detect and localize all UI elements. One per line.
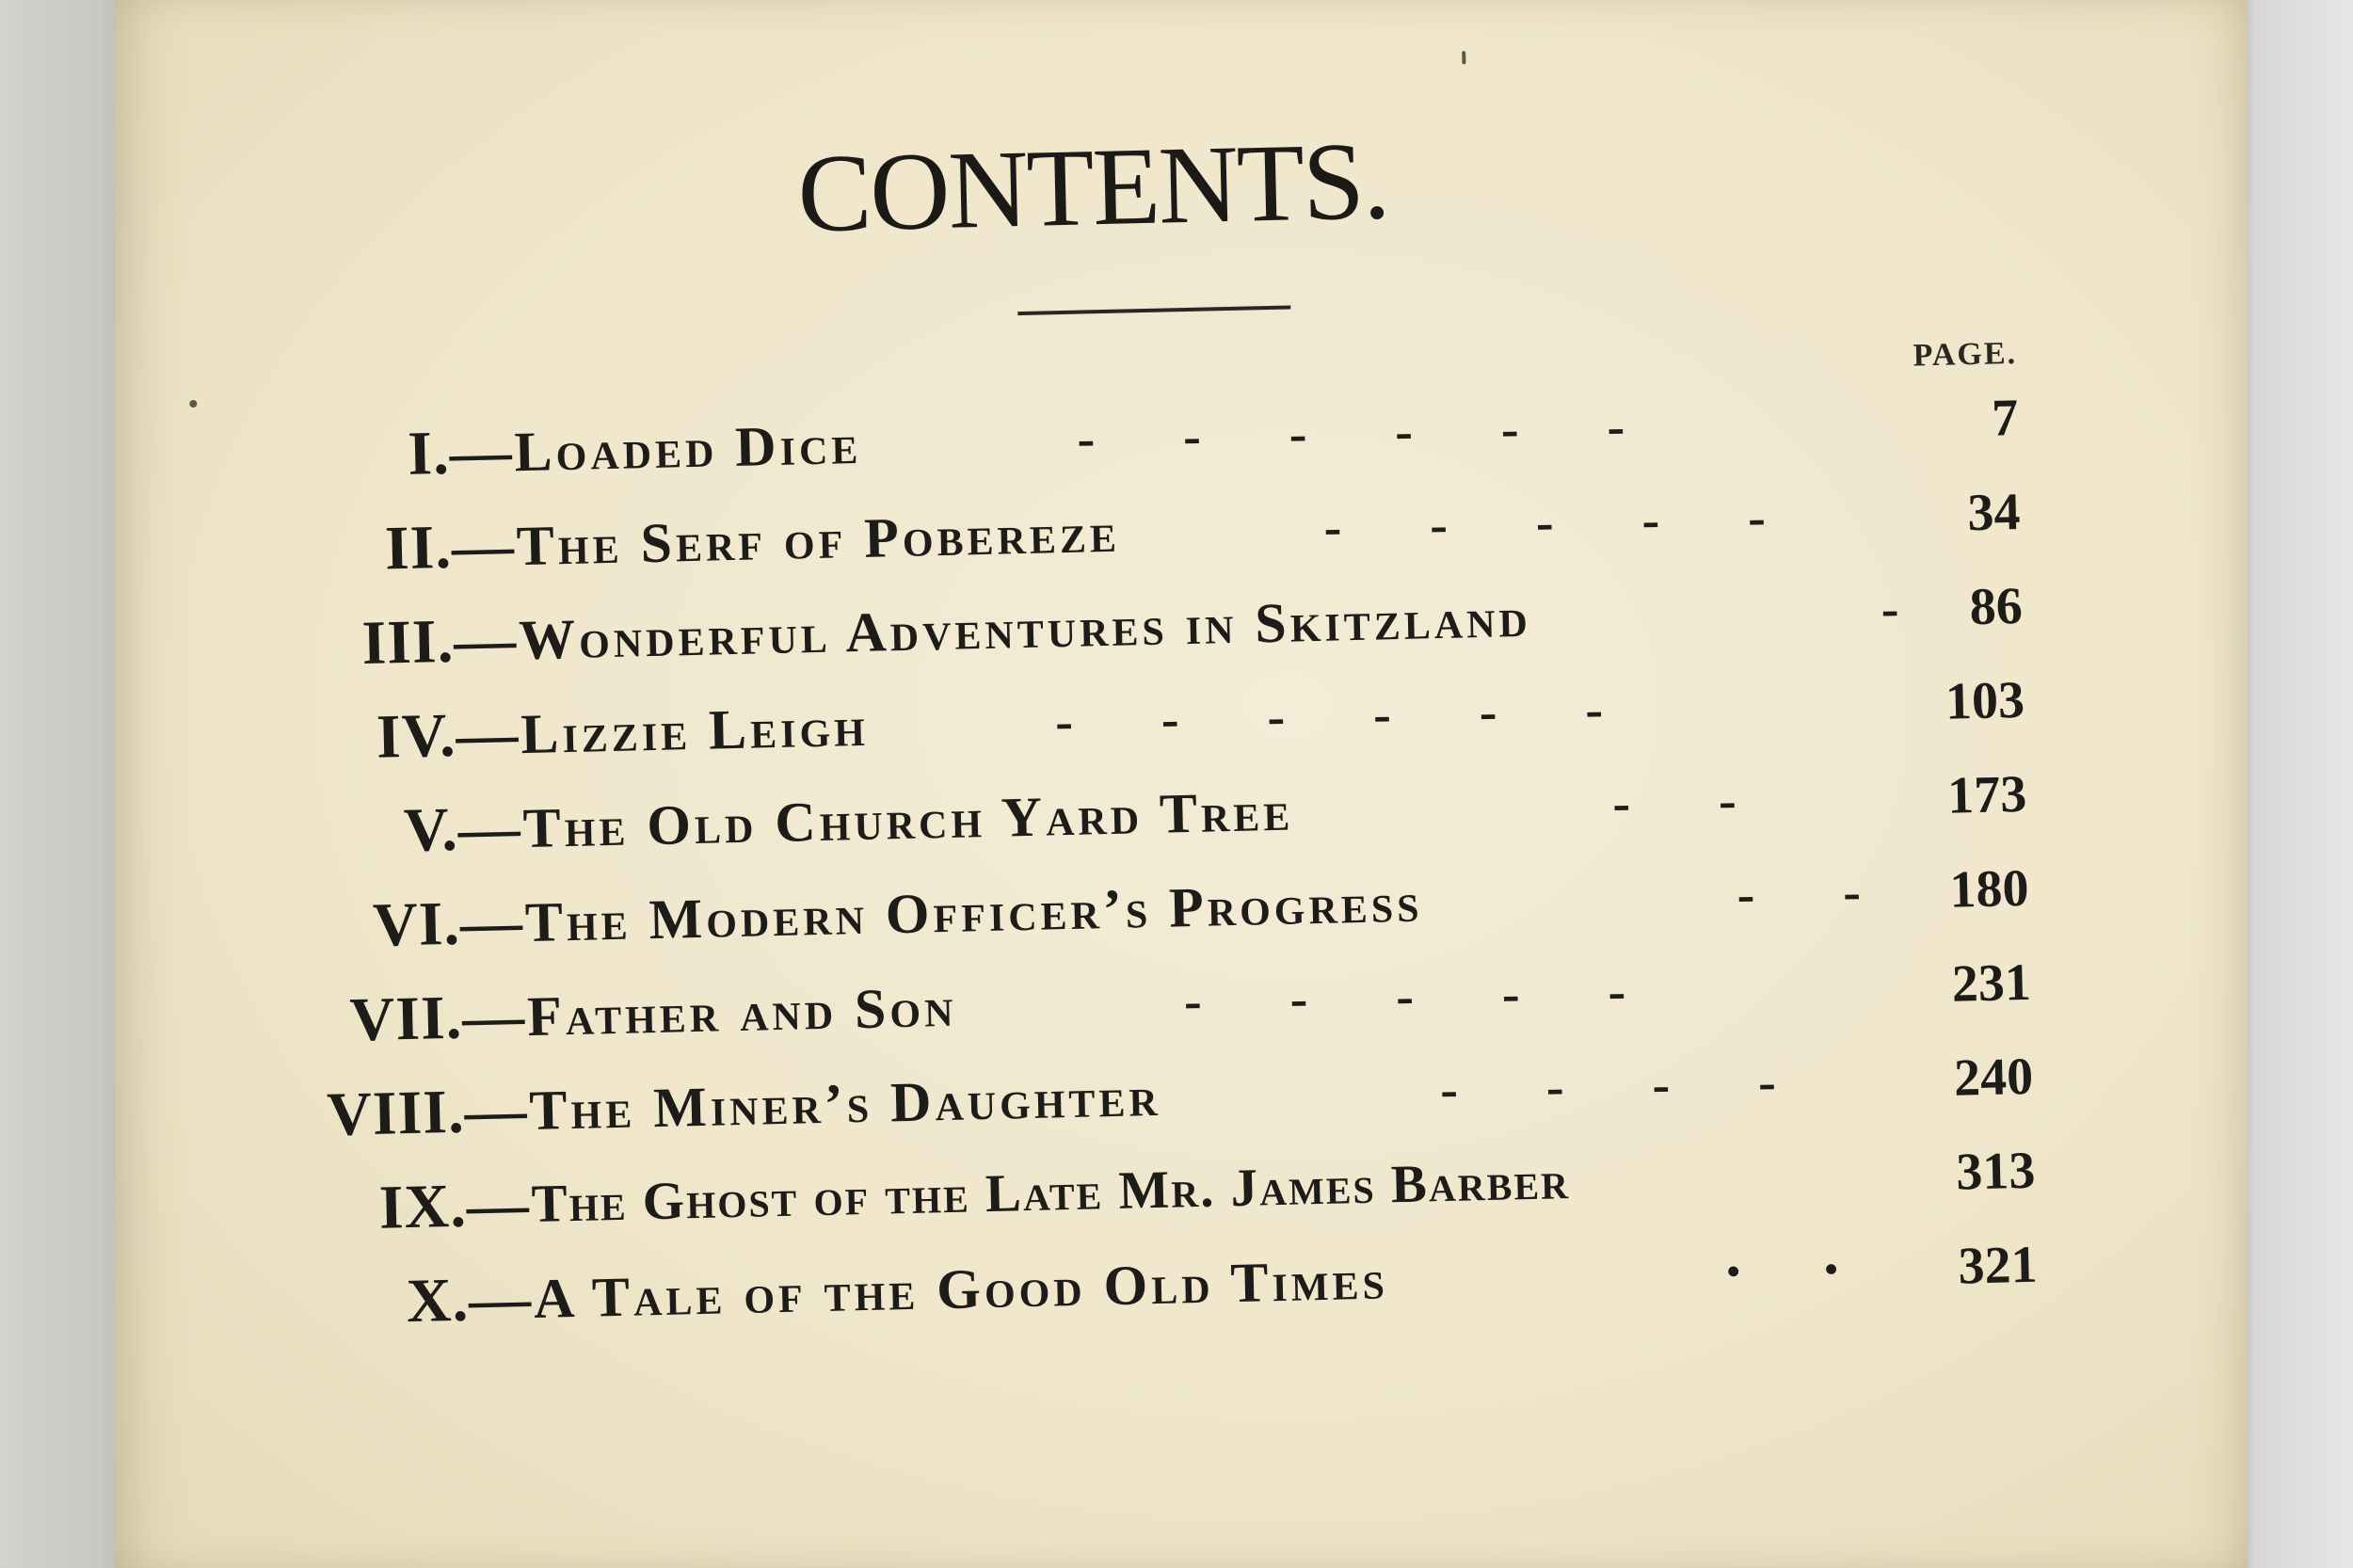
table-of-contents — [107, 371, 2239, 1336]
chapter-number: I.— — [407, 417, 514, 488]
dot-leaders: - - - - — [1439, 1053, 1777, 1120]
chapter-number: VI.— — [372, 888, 524, 960]
page-number: 180 — [1948, 858, 2030, 920]
chapter-title: A Tale of the Good Old Times — [533, 1248, 1389, 1331]
dot-leaders: - - - - - - — [1076, 397, 1625, 469]
contents-heading: CONTENTS. — [796, 119, 1390, 256]
ink-speck — [1462, 51, 1465, 64]
dot-leaders: - - - - - — [1183, 962, 1626, 1032]
dot-leaders: - - - - - — [1322, 488, 1767, 557]
page-number: 231 — [1951, 952, 2032, 1014]
chapter-title: The Serf of Pobereze — [516, 501, 1121, 578]
chapter-number: III.— — [360, 605, 518, 678]
chapter-title: The Modern Officer’s Progress — [524, 871, 1424, 954]
page-content — [98, 0, 2265, 1568]
dot-leaders: • • — [1726, 1247, 1839, 1293]
page-number: 103 — [1945, 670, 2025, 731]
chapter-number: VIII.— — [326, 1076, 529, 1149]
chapter-number: V.— — [403, 793, 522, 866]
page-number: 86 — [1969, 576, 2024, 637]
chapter-title: The Ghost of the Late Mr. James Barber — [530, 1151, 1571, 1235]
dot-leaders: - - — [1736, 862, 1862, 924]
page-number: 173 — [1946, 764, 2027, 825]
page-number: 240 — [1953, 1047, 2034, 1108]
chapter-title: Wonderful Adventures in Skitzland — [518, 585, 1532, 672]
page-number: 313 — [1955, 1141, 2037, 1202]
page-number: 7 — [1991, 388, 2019, 448]
heading-rule — [1017, 305, 1290, 315]
chapter-number: IV.— — [376, 699, 520, 772]
chapter-number: VII.— — [348, 982, 527, 1055]
dot-leaders: - - - - - - — [1054, 680, 1604, 752]
page-column-label: PAGE. — [1913, 335, 2018, 374]
chapter-number: X.— — [406, 1264, 533, 1336]
chapter-title: Loaded Dice — [513, 412, 862, 484]
page-number: 34 — [1966, 482, 2022, 543]
chapter-title: The Miner’s Daughter — [528, 1064, 1162, 1143]
dot-leaders: - - — [1611, 771, 1737, 833]
dot-leaders: - — [1881, 579, 1900, 639]
ink-speck — [189, 400, 197, 408]
chapter-title: Father and Son — [526, 975, 958, 1048]
chapter-number: II.— — [384, 511, 516, 584]
page-number: 321 — [1957, 1235, 2039, 1296]
chapter-title: Lizzie Leigh — [520, 695, 870, 766]
book-page — [115, 0, 2248, 1568]
chapter-title: The Old Church Yard Tree — [521, 779, 1294, 860]
chapter-number: IX.— — [378, 1170, 531, 1242]
